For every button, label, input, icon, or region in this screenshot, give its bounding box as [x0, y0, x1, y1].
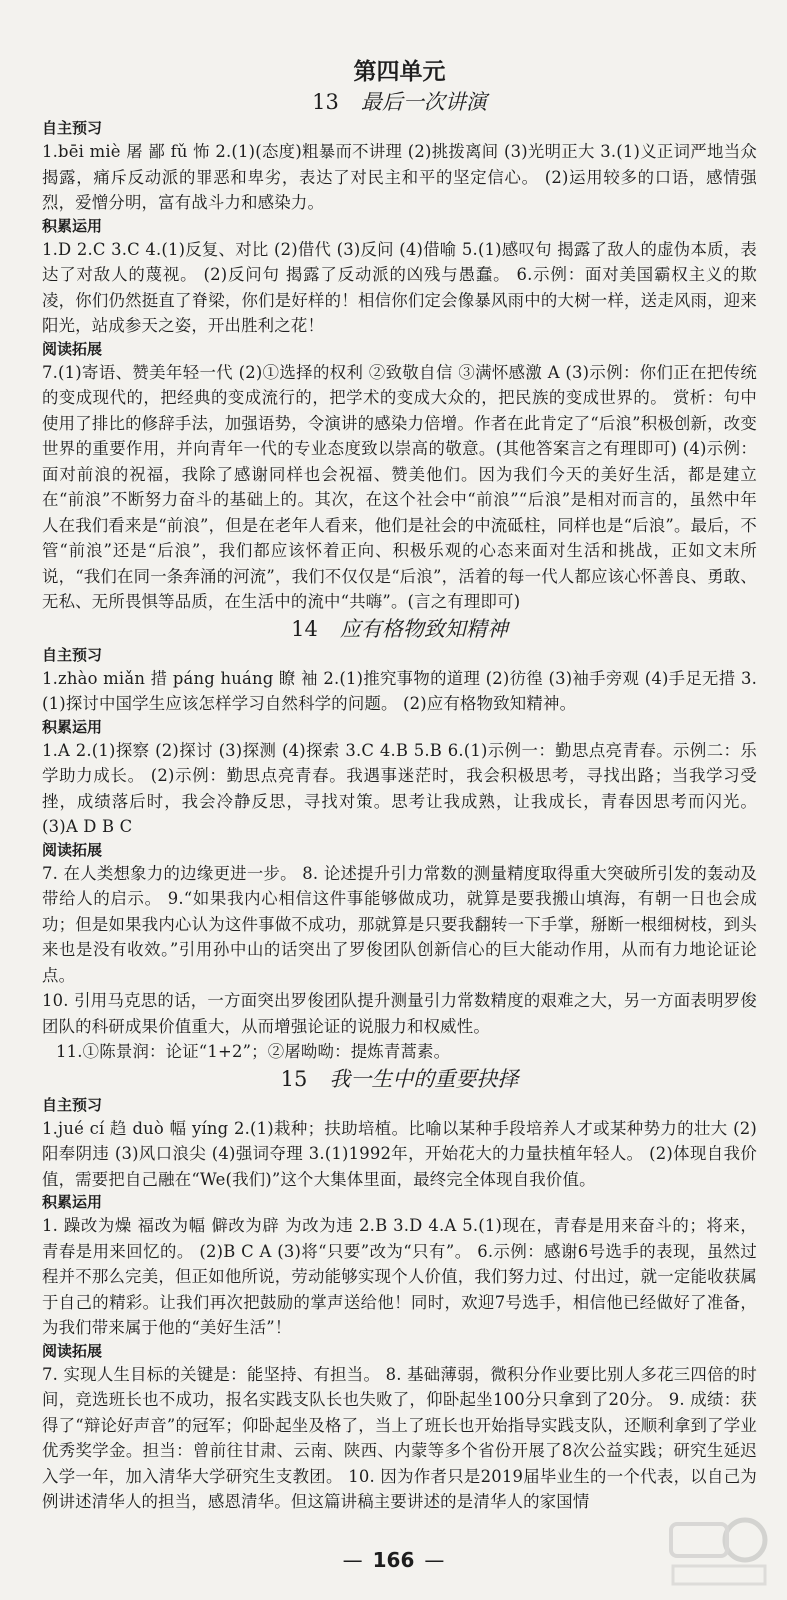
section-heading: 阅读拓展	[42, 840, 103, 859]
answer-paragraph: 7. 实现人生目标的关键是：能坚持、有担当。 8. 基础薄弱，微积分作业要比别人多花三四倍的时间，竞选班长也不成功，报名实践支队长也失败了，仰卧起坐100分只拿到了20分。 9. 成绩：获得了“辩论好声音”的冠军；仰卧起坐及格了，当上了班长也开始指导实践支队，还顺利拿到了学业优秀奖学金。担当：曾前往甘肃、云南、陕西、内蒙等多个省份开展了8次公益实践；研究生延迟入学一年，加入清华大学研究生支教团。 10. 因为作者只是2019届毕业生的一个代表，以自己为例讲述清华人的担当，感恩清华。但这篇讲稿主要讲述的是清华人的家国情	[42, 1364, 757, 1511]
lesson-13	[42, 88, 757, 615]
lesson-number: 15	[280, 1066, 308, 1091]
footer-dash: —	[424, 1548, 445, 1572]
answer-paragraph: 11.①陈景润：论证“1+2”；②屠呦呦：提炼青蒿素。	[56, 1042, 451, 1061]
unit-title: 第四单元	[353, 59, 446, 85]
watermark-logo-icon	[663, 1510, 773, 1590]
answer-paragraph: 7.(1)寄语、赞美年轻一代 (2)①选择的权利 ②致敬自信 ③满怀感激 A (3)示例：你们正在把传统的变成现代的，把经典的变成流行的，把学术的变成大众的，把民族的变成世界的。 赏析：句中使用了排比的修辞手法，加强语势，令演讲的感染力倍增。作者在此肯定了“后浪”积极创新，改变世界的重要作用，并向青年一代的专业态度致以崇高的敬意。(其他答案言之有理即可) (4)示例：面对前浪的祝福，我除了感谢同样也会祝福、赞美他们。因为我们今天的美好生活，都是建立在“前浪”不断努力奋斗的基础上的。其次，在这个社会中“前浪”“后浪”是相对而言的，虽然中年人在我们看来是“前浪”，但是在老年人看来，他们是社会的中流砥柱，同样也是“后浪”。最后，不管“前浪”还是“后浪”，我们都应该怀着正向、积极乐观的心态来面对生活和挑战，正如文末所说，“我们在同一条奔涌的河流”，我们不仅仅是“后浪”，活着的每一代人都应该心怀善良、勇敢、无私、无所畏惧等品质，在生活中的流中“共嗨”。(言之有理即可)	[42, 362, 757, 611]
answer-paragraph: 1.jué cí 趋 duò 幅 yíng 2.(1)栽种；扶助培植。比喻以某种手段培养人才或某种势力的壮大 (2)阳奉阴违 (3)风口浪尖 (4)强词夺理 3.(1)1992年，开始花大的力量扶植年轻人。 (2)体现自我价值，需要把自己融在“We(我们)”这个大集体里面，最终完全体现自我价值。	[42, 1118, 757, 1189]
lesson-15	[42, 1065, 757, 1515]
answer-paragraph: 1.A 2.(1)探察 (2)探讨 (3)探测 (4)探索 3.C 4.B 5.B 6.(1)示例一：勤思点亮青春。示例二：乐学助力成长。 (2)示例：勤思点亮青春。我遇事迷茫时，我会积极思考，寻找出路；当我学习受挫，成绩落后时，我会冷静反思，寻找对策。思考让我成熟，让我成长，青春因思考而闪光。 (3)A D B C	[42, 740, 757, 836]
answer-paragraph: 10. 引用马克思的话，一方面突出罗俊团队提升测量引力常数精度的艰难之大，另一方面表明罗俊团队的科研成果价值重大，从而增强论证的说服力和权威性。	[42, 991, 757, 1036]
section-heading: 自主预习	[42, 1095, 103, 1114]
lesson-14	[42, 615, 757, 1065]
answer-paragraph: 1.zhào miǎn 措 páng huáng 瞭 袖 2.(1)推究事物的道理 (2)彷徨 (3)袖手旁观 (4)手足无措 3.(1)探讨中国学生应该怎样学习自然科学的问题。 (2)应有格物致知精神。	[42, 668, 757, 713]
answer-paragraph: 1.bēi miè 屠 鄙 fǔ 怖 2.(1)(态度)粗暴而不讲理 (2)挑拨离间 (3)光明正大 3.(1)义正词严地当众揭露，痛斥反动派的罪恶和卑劣，表达了对民主和平的坚定信心。 (2)运用较多的口语，感情强烈，爱憎分明，富有战斗力和感染力。	[42, 142, 757, 212]
answer-paragraph: 1.D 2.C 3.C 4.(1)反复、对比 (2)借代 (3)反问 (4)借喻 5.(1)感叹句 揭露了敌人的虚伪本质，表达了对敌人的蔑视。 (2)反问句 揭露了反动派的凶残与愚蠢。 6.示例：面对美国霸权主义的欺凌，你们仍然挺直了脊梁，你们是好样的！相信你们定会像暴风雨中的大树一样，送走风雨，迎来阳光，站成参天之姿，开出胜利之花！	[42, 239, 757, 335]
lesson-number: 14	[291, 616, 318, 641]
section-heading: 积累运用	[42, 1193, 103, 1211]
section-heading: 自主预习	[42, 645, 103, 664]
page-content	[42, 58, 757, 1515]
answer-paragraph: 1. 躁改为燥 福改为幅 僻改为辟 为改为违 2.B 3.D 4.A 5.(1)现在，青春是用来奋斗的；将来，青春是用来回忆的。 (2)B C A (3)将“只要”改为“只有”。 6.示例：感谢6号选手的表现，虽然过程并不那么完美，但正如他所说，劳动能够实现个人价值，我们努力过、付出过，就一定能收获属于自己的精彩。让我们再次把鼓励的掌声送给他！同时，欢迎7号选手，相信他已经做好了准备，为我们带来属于他的“美好生活”！	[42, 1216, 757, 1337]
section-heading: 阅读拓展	[42, 339, 103, 358]
section-heading: 阅读拓展	[42, 1341, 103, 1360]
footer-dash: —	[342, 1548, 363, 1572]
answer-paragraph: 7. 在人类想象力的边缘更进一步。 8. 论述提升引力常数的测量精度取得重大突破所引发的轰动及带给人的启示。 9.“如果我内心相信这件事能够做成功，就算是要我搬山填海，有朝一日也会成功；但是如果我内心认为这件事做不成功，那就算是只要我翻转一下手掌，掰断一根细树枝，到头来也是没有收效。”引用孙中山的话突出了罗俊团队创新信心的巨大能动作用，从而有力地论证论点。	[42, 863, 757, 985]
section-heading: 自主预习	[42, 119, 103, 137]
lesson-title	[42, 1065, 757, 1093]
section-heading: 积累运用	[42, 717, 103, 736]
lesson-name: 我一生中的重要抉择	[329, 1066, 519, 1091]
lesson-title	[42, 88, 757, 116]
lesson-name: 应有格物致知精神	[339, 616, 508, 641]
lesson-name: 最后一次讲演	[360, 90, 487, 114]
lesson-title	[42, 615, 757, 643]
page-number: 166	[372, 1548, 415, 1572]
section-heading: 积累运用	[42, 216, 103, 235]
lesson-number: 13	[312, 90, 339, 114]
